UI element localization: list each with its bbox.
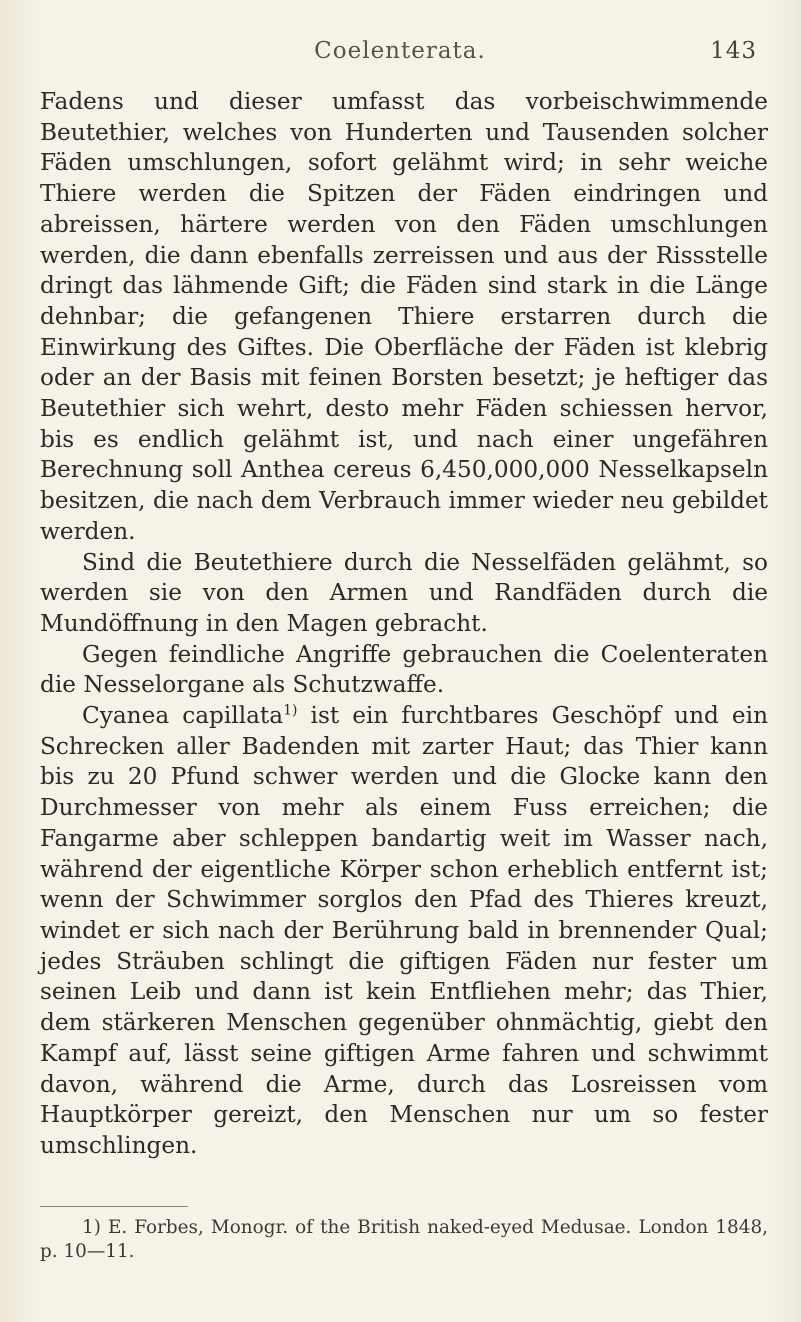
page-number: 143 [710,38,757,64]
paragraph-defense: Gegen feindliche Angriffe gebrauchen die Coelenteraten die Nesselorgane als Schutzwaffe. [40,640,768,699]
footnote-1: 1) E. Forbes, Monogr. of the British naked-eyed Medusae. London 1848, p. 10—11. [40,1217,768,1262]
species-name: Cyanea capillata [82,702,284,730]
body-text [40,87,768,1162]
paragraph-cyanea [40,701,768,1162]
running-title: Coelenterata. [314,38,486,64]
paragraph-continuation: Fadens und dieser umfasst das vorbeischwimmende Beutethier, welches von Hunderten und Tausenden solcher Fäden umschlungen, sofort gelähmt wird; in sehr weiche Thiere werden die Spitzen der Fäden eindringen und abreissen, härtere werden von den Fäden umschlungen werden, die dann ebenfalls zerreissen und aus der Rissstelle dringt das lähmende Gift; die Fäden sind stark in die Länge dehnbar; die gefangenen Thiere erstarren durch die Einwirkung des Giftes. Die Oberfläche der Fäden ist klebrig oder an der Basis mit feinen Borsten besetzt; je heftiger das Beutethier sich wehrt, desto mehr Fäden schiessen hervor, bis es endlich gelähmt ist, und nach einer ungefähren Berechnung soll Anthea cereus 6,450,000,000 Nesselkapseln besitzen, die nach dem Verbrauch immer wieder neu gebildet werden. [40,88,768,545]
footnote-section [40,1216,768,1264]
footnote-divider [40,1206,188,1207]
paragraph-prey-transport: Sind die Beutethiere durch die Nesselfäden gelähmt, so werden sie von den Armen und Randfäden durch die Mundöffnung in den Magen gebracht. [40,548,768,637]
paragraph-cyanea-text: ist ein furchtbares Geschöpf und ein Schrecken aller Badenden mit zarter Haut; das Thier kann bis zu 20 Pfund schwer werden und die Glocke kann den Durchmesser von mehr als einem Fuss erreichen; die Fangarme aber schleppen bandartig weit im Wasser nach, während der eigentliche Körper schon erheblich entfernt ist; wenn der Schwimmer sorglos den Pfad des Thieres kreuzt, windet er sich nach der Berührung bald in brennender Qual; jedes Sträuben schlingt die giftigen Fäden nur fester um seinen Leib und dann ist kein Entfliehen mehr; das Thier, dem stärkeren Menschen gegenüber ohnmächtig, giebt den Kampf auf, lässt seine giftigen Arme fahren und schwimmt davon, während die Arme, durch das Losreissen vom Hauptkörper gereizt, den Menschen nur um so fester umschlingen. [40,702,769,1159]
page-header [0,38,801,78]
footnote-reference: 1) [283,702,298,719]
